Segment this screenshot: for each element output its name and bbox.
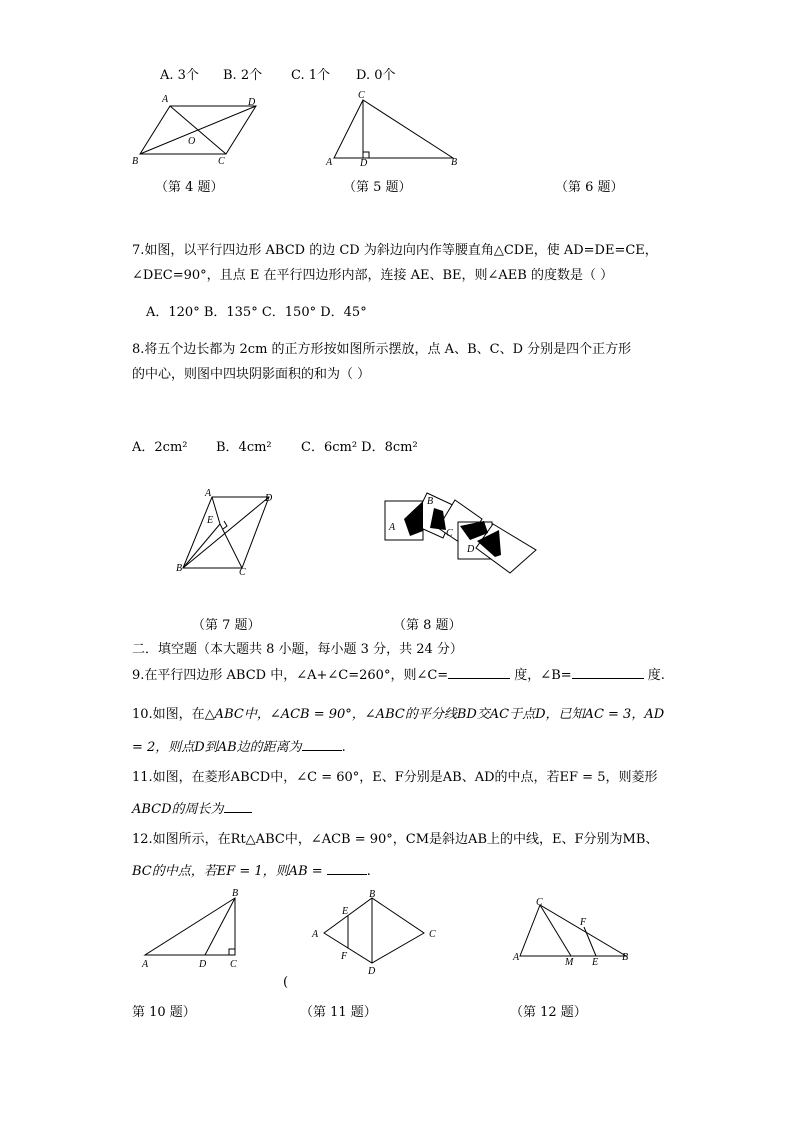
q7-text-line1: 7.如图，以平行四边形 ABCD 的边 CD 为斜边向内作等腰直角△CDE，使 AD=DE=CE， <box>132 243 658 258</box>
q11-blank[interactable] <box>224 801 252 813</box>
fig12-label-c: C <box>536 897 543 908</box>
fig11-label-e: E <box>342 906 349 917</box>
q9-prefix: 9.在平行四边形 ABCD 中，∠A+∠C=260°，则∠C= <box>132 668 449 683</box>
figure-12-right-triangle <box>510 897 635 967</box>
fig7-diagonal-bd <box>183 497 269 568</box>
fig11-label-b: B <box>369 889 376 900</box>
q10-line2 <box>132 739 346 756</box>
figure-7-parallelogram <box>172 488 282 578</box>
fig10-label-d: D <box>199 959 207 970</box>
q8-option-b: B．4cm² <box>216 440 272 455</box>
fig4-label-b: B <box>132 156 139 167</box>
fig12-median-cm <box>540 905 571 956</box>
fig4-label-o: O <box>188 136 196 147</box>
figure-11-rhombus <box>306 888 446 978</box>
q10-end: . <box>341 740 346 755</box>
figure-4-parallelogram <box>128 92 268 167</box>
q8-text-line2: 的中心，则图中四块阴影面积的和为（ ） <box>132 367 371 382</box>
fig5-label-d: D <box>360 158 368 169</box>
q7-text-line2: ∠DEC=90°，且点 E 在平行四边形内部，连接 AE、BE，则∠AEB 的度数是（ ） <box>132 268 614 283</box>
fig12-label-f: F <box>580 917 587 928</box>
fig5-caption: （第 5 题） <box>343 180 412 195</box>
fig10-label-a: A <box>142 959 149 970</box>
q8-text-line1: 8.将五个边长都为 2cm 的正方形按如图所示摆放，点 A、B、C、D 分别是四个正方形 <box>132 342 632 357</box>
q11-line1: 11.如图，在菱形ABCD中，∠C = 60°，E、F分别是AB、AD的中点，若EF = 5，则菱形 <box>132 770 658 785</box>
fig11-rhombus-outline <box>324 898 424 963</box>
fig7-label-c: C <box>239 567 246 578</box>
fig5-triangle-outline <box>334 100 453 158</box>
q8-option-a: A．2cm² <box>132 440 188 455</box>
q6-option-d: D. 0个 <box>356 68 396 83</box>
fig8-caption: （第 8 题） <box>393 618 462 633</box>
figure-8-squares <box>378 488 543 583</box>
fig7-label-a: A <box>205 488 212 499</box>
fig10-caption: 第 10 题） <box>132 1005 196 1020</box>
fig4-label-d: D <box>248 97 256 108</box>
q12-line1: 12.如图所示，在Rt△ABC中，∠ACB = 90°，CM是斜边AB上的中线，E、F分别为MB、 <box>132 832 659 847</box>
fig5-label-c: C <box>358 90 365 101</box>
q10-blank[interactable] <box>302 739 342 751</box>
q12-line2 <box>132 863 371 880</box>
fig11-label-f: F <box>341 951 348 962</box>
q10-math2: = 2，则点D到AB边的距离为 <box>132 740 302 755</box>
fig4-label-a: A <box>162 94 169 105</box>
fig7-label-d: D <box>265 493 273 504</box>
fig8-label-d: D <box>467 544 475 555</box>
fig8-label-b: B <box>427 496 434 507</box>
fig10-right-angle-mark <box>229 949 235 955</box>
fig4-caption: （第 4 题） <box>155 180 224 195</box>
figure-5-right-triangle <box>320 90 465 170</box>
fig7-right-angle-mark <box>223 521 227 529</box>
fig12-label-e: E <box>592 957 599 968</box>
fig10-label-c: C <box>230 959 237 970</box>
fig11-label-c: C <box>429 929 436 940</box>
fig12-triangle-outline <box>520 905 626 956</box>
section-2-heading: 二．填空题（本大题共 8 小题，每小题 3 分，共 24 分） <box>132 642 463 657</box>
fig12-label-m: M <box>565 957 574 968</box>
q6-option-c: C. 1个 <box>291 68 331 83</box>
fig10-segment-bd <box>205 898 235 955</box>
fig7-segment-be <box>183 524 220 568</box>
figure-10-triangle <box>135 888 255 976</box>
q10-line1 <box>132 707 664 723</box>
fig7-label-b: B <box>176 563 183 574</box>
q11-math2: ABCD的周长为 <box>132 802 224 817</box>
q6-option-b: B. 2个 <box>223 68 263 83</box>
q12-math2: BC的中点，若EF = 1，则AB = <box>132 864 327 879</box>
fig11-caption: （第 11 题） <box>300 1005 377 1020</box>
q12-blank[interactable] <box>327 863 367 875</box>
fig12-label-a: A <box>513 952 520 963</box>
fig11-label-a: A <box>312 929 319 940</box>
fig7-caption: （第 7 题） <box>192 618 261 633</box>
q10-math1: △ABC中，∠ACB = 90°，∠ABC的平分线BD交AC于点D，已知AC = 3，AD <box>204 707 665 722</box>
fig11-label-d: D <box>368 966 376 977</box>
fig11-stray-paren: ( <box>283 975 289 990</box>
fig12-label-b: B <box>622 952 629 963</box>
fig10-label-b: B <box>232 888 239 899</box>
fig8-label-c: C <box>446 528 453 539</box>
q8-option-cd: C．6cm² D．8cm² <box>301 440 418 455</box>
q9-suffix: 度. <box>643 668 665 683</box>
fig7-label-e: E <box>207 515 214 526</box>
q6-option-a: A. 3个 <box>160 68 199 83</box>
q7-options: A．120° B．135° C．150° D．45° <box>146 305 367 320</box>
q9-text <box>132 667 665 684</box>
fig4-diagonal-bd <box>140 106 256 154</box>
fig4-label-c: C <box>218 156 225 167</box>
fig8-label-a: A <box>389 522 396 533</box>
q9-blank-angle-b[interactable] <box>572 667 644 679</box>
fig5-label-b: B <box>451 157 458 168</box>
fig12-caption: （第 12 题） <box>510 1005 587 1020</box>
fig12-segment-ef <box>584 927 596 956</box>
q9-blank-angle-c[interactable] <box>448 667 510 679</box>
q11-line2 <box>132 801 252 818</box>
fig10-triangle-outline <box>145 898 235 955</box>
fig7-segment-ae <box>212 497 220 524</box>
q9-mid: 度，∠B= <box>510 668 572 683</box>
q10-prefix: 10.如图，在 <box>132 707 205 722</box>
fig6-caption: （第 6 题） <box>555 180 624 195</box>
fig5-label-a: A <box>326 157 333 168</box>
fig7-segment-ec <box>220 524 242 568</box>
q12-end: . <box>366 864 371 879</box>
